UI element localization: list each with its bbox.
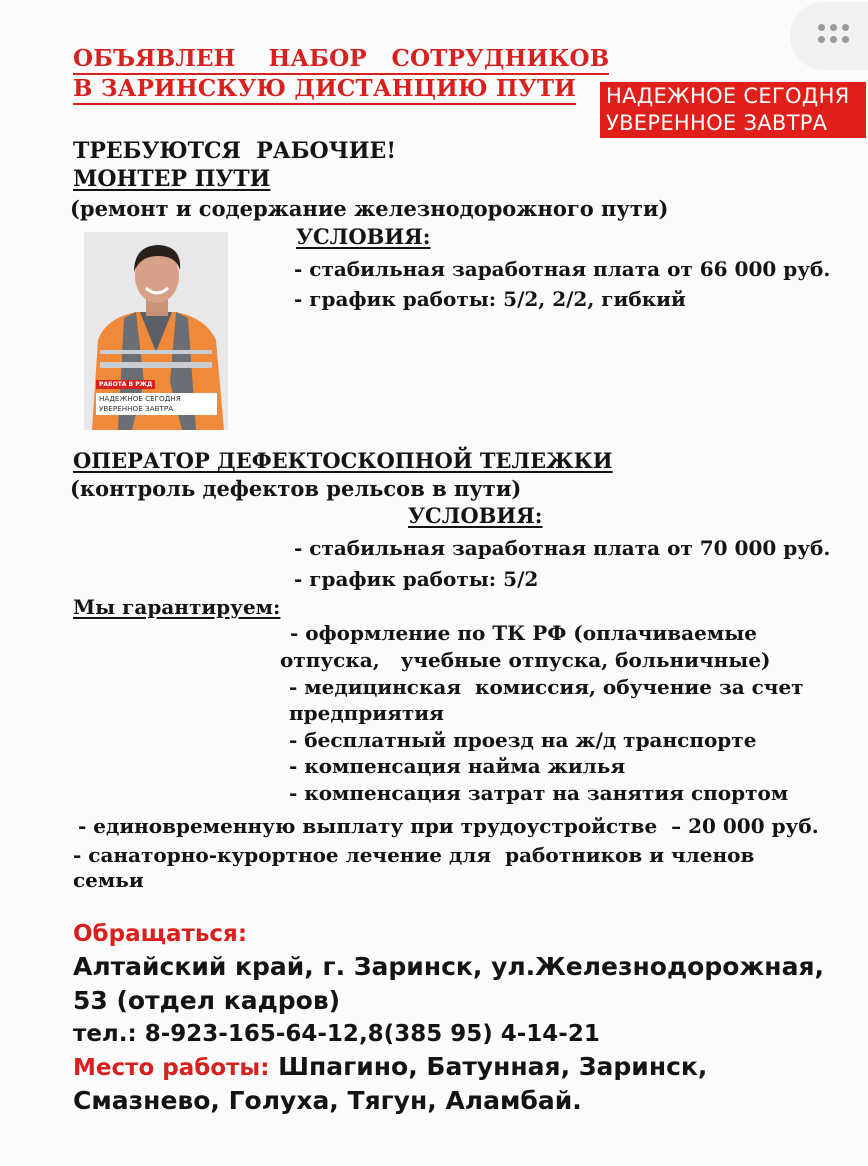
photo-caption-line2: УВЕРЕННОЕ ЗАВТРА (99, 404, 174, 413)
guarantee-item: - медицинская комиссия, обучение за счет (289, 675, 804, 699)
contact-phone: тел.: 8-923-165-64-12,8(385 95) 4-14-21 (73, 1021, 600, 1047)
job1-title: МОНТЕР ПУТИ (73, 166, 271, 192)
job2-title: ОПЕРАТОР ДЕФЕКТОСКОПНОЙ ТЕЛЕЖКИ (73, 448, 613, 473)
grid-dots-icon (818, 24, 854, 48)
photo-caption (96, 393, 217, 415)
guarantees-label: Мы гарантируем: (73, 595, 281, 619)
guarantee-item: - компенсация найма жилья (289, 754, 626, 778)
guarantee-item: предприятия (289, 701, 444, 725)
job2-conditions-label: УСЛОВИЯ: (408, 503, 543, 528)
job2-schedule: - график работы: 5/2 (294, 567, 539, 591)
sanatorium-line2: семьи (73, 868, 144, 892)
menu-button[interactable] (790, 2, 868, 70)
guarantee-item: отпуска, учебные отпуска, больничные) (280, 648, 771, 672)
job1-salary: - стабильная заработная плата от 66 000 руб. (294, 257, 831, 281)
contact-address-line1: Алтайский край, г. Заринск, ул.Железнодорожная, (73, 952, 824, 981)
headline (73, 45, 609, 105)
required-heading: ТРЕБУЮТСЯ РАБОЧИЕ! (73, 138, 396, 164)
workplace-line1 (73, 1052, 707, 1081)
guarantee-item: - компенсация затрат на занятия спортом (289, 781, 789, 805)
job1-conditions-label: УСЛОВИЯ: (296, 224, 431, 249)
guarantee-item: - оформление по ТК РФ (оплачиваемые (290, 621, 757, 645)
job1-schedule: - график работы: 5/2, 2/2, гибкий (294, 287, 686, 311)
headline-line1: ОБЪЯВЛЕН НАБОР СОТРУДНИКОВ (73, 45, 609, 75)
workplace-label: Место работы: (73, 1055, 270, 1081)
workplace-locations-2: Смазнево, Голуха, Тягун, Аламбай. (73, 1086, 582, 1115)
photo-caption-line1: НАДЕЖНОЕ СЕГОДНЯ (99, 394, 181, 403)
slogan-banner (600, 82, 866, 138)
slogan-line2: УВЕРЕННОЕ ЗАВТРА (606, 111, 828, 135)
sanatorium-line1: - санаторно-курортное лечение для работников и членов (73, 843, 755, 867)
workplace-locations-1: Шпагино, Батунная, Заринск, (269, 1052, 708, 1081)
worker-photo (84, 232, 228, 430)
guarantee-item: - бесплатный проезд на ж/д транспорте (289, 728, 757, 752)
headline-line2: В ЗАРИНСКУЮ ДИСТАНЦИЮ ПУТИ (73, 75, 576, 105)
contact-label: Обращаться: (73, 921, 248, 947)
job1-description: (ремонт и содержание железнодорожного пути) (70, 196, 669, 221)
one-time-payment: - единовременную выплату при трудоустройстве – 20 000 руб. (78, 814, 819, 838)
contact-address-line2: 53 (отдел кадров) (73, 986, 341, 1015)
job2-salary: - стабильная заработная плата от 70 000 руб. (294, 536, 831, 560)
photo-badge: РАБОТА В РЖД (96, 380, 155, 389)
slogan-line1: НАДЕЖНОЕ СЕГОДНЯ (606, 84, 850, 108)
job2-description: (контроль дефектов рельсов в пути) (70, 476, 522, 501)
